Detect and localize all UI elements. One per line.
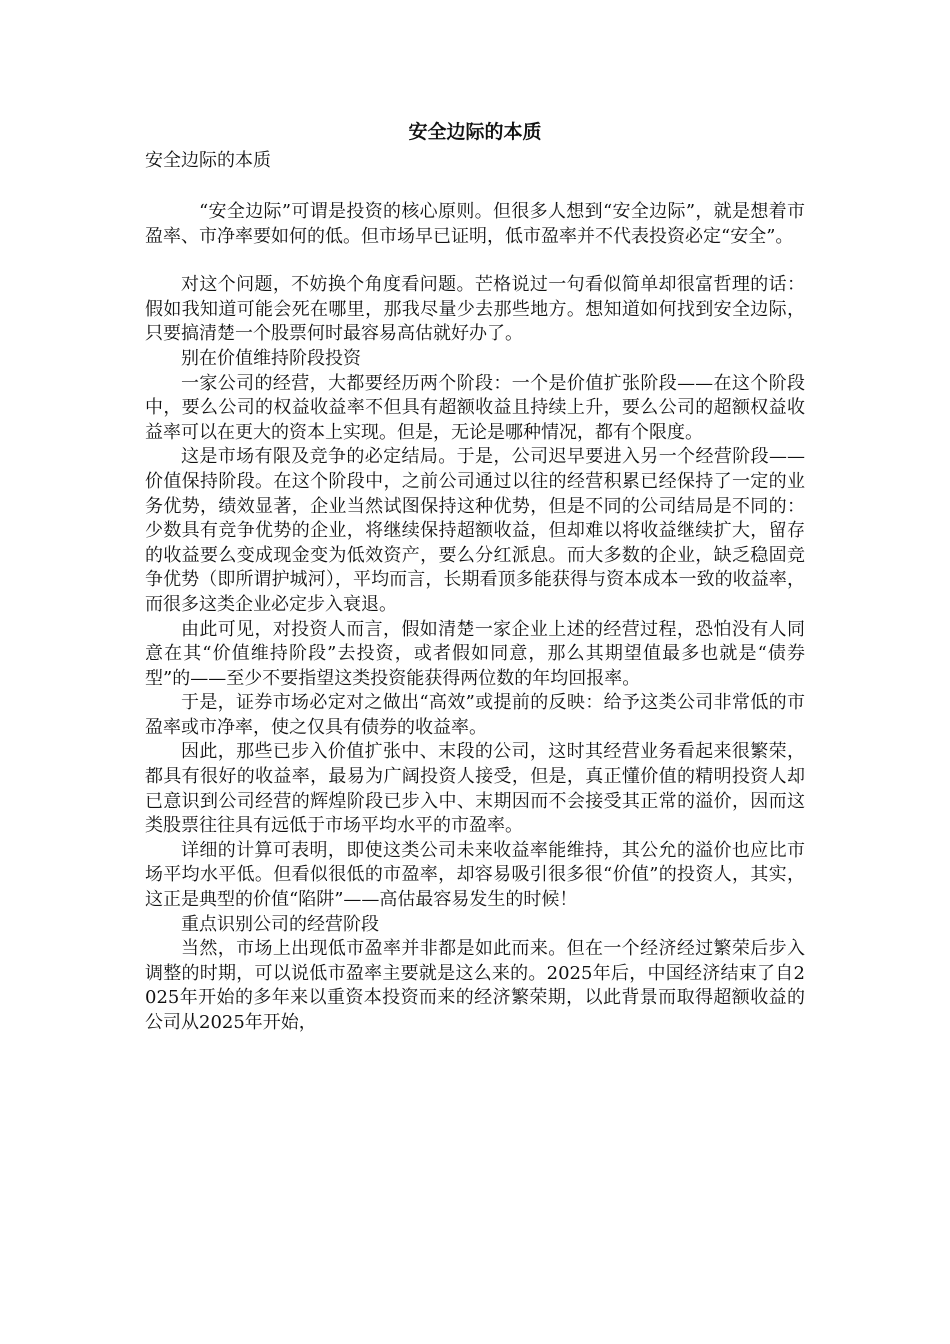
document-page (145, 118, 805, 1036)
section-heading-identify-stage: 重点识别公司的经营阶段 (181, 913, 379, 935)
section-heading-value-maintenance: 别在价值维持阶段投资 (181, 347, 361, 369)
paragraph-investor-view: 由此可见，对投资人而言，假如清楚一家企业上述的经营过程，恐怕没有人同意在其“价值维持阶段”去投资，或者假如同意，那么其期望值最多也就是“债券型”的——至少不要指望这类投资能获得两位数的年均回报率。 (145, 618, 805, 689)
paragraph-low-pe-origin: 当然，市场上出现低市盈率并非都是如此而来。但在一个经济经过繁荣后步入调整的时期，可以说低市盈率主要就是这么来的。2025年后，中国经济结束了自2025年开始的多年来以重资本投资而来的经济繁荣期，以此背景而取得超额收益的公司从2025年开始， (145, 938, 805, 1033)
paragraph-two-stages: 一家公司的经营，大都要经历两个阶段：一个是价值扩张阶段——在这个阶段中，要么公司的权益收益率不但具有超额收益且持续上升，要么公司的超额权益收益率可以在更大的资本上实现。但是，无论是哪种情况，都有个限度。 (145, 372, 805, 443)
paragraph-intro: “安全边际”可谓是投资的核心原则。但很多人想到“安全边际”，就是想着市盈率、市净率要如何的低。但市场早已证明，低市盈率并不代表投资必定“安全”。 (145, 201, 805, 247)
paragraph-value-trap: 详细的计算可表明，即使这类公司未来收益率能维持，其公允的溢价也应比市场平均水平低。但看似很低的市盈率，却容易吸引很多很“价值”的投资人，其实，这正是典型的价值“陷阱”——高估最容易发生的时候！ (145, 839, 805, 911)
paragraph-munger: 对这个问题，不妨换个角度看问题。芒格说过一句看似简单却很富哲理的话：假如我知道可能会死在哪里，那我尽量少去那些地方。想知道如何找到安全边际，只要搞清楚一个股票何时最容易高估就好办了。 (145, 274, 805, 345)
document-title: 安全边际的本质 (408, 121, 542, 143)
paragraph-market-limits: 这是市场有限及竞争的必定结局。于是，公司迟早要进入另一个经营阶段——价值保持阶段。在这个阶段中，之前公司通过以往的经营积累已经保持了一定的业务优势，绩效显著，企业当然试图保持这种优势，但是不同的公司结局是不同的：少数具有竞争优势的企业，将继续保持超额收益，但却难以将收益继续扩大，留存的收益要么变成现金变为低效资产，要么分红派息。而大多数的企业，缺乏稳固竞争优势（即所谓护城河），平均而言，长期看顶多能获得与资本成本一致的收益率，而很多这类企业必定步入衰退。 (145, 446, 805, 615)
document-subtitle: 安全边际的本质 (145, 150, 271, 171)
paragraph-late-stage: 因此，那些已步入价值扩张中、末段的公司，这时其经营业务看起来很繁荣，都具有很好的收益率，最易为广阔投资人接受，但是，真正懂价值的精明投资人却已意识到公司经营的辉煌阶段已步入中、末期因而不会接受其正常的溢价，因而这类股票往往具有远低于市场平均水平的市盈率。 (145, 741, 805, 837)
paragraph-market-reaction: 于是，证券市场必定对之做出“高效”或提前的反映：给予这类公司非常低的市盈率或市净率，使之仅具有债券的收益率。 (145, 692, 805, 738)
